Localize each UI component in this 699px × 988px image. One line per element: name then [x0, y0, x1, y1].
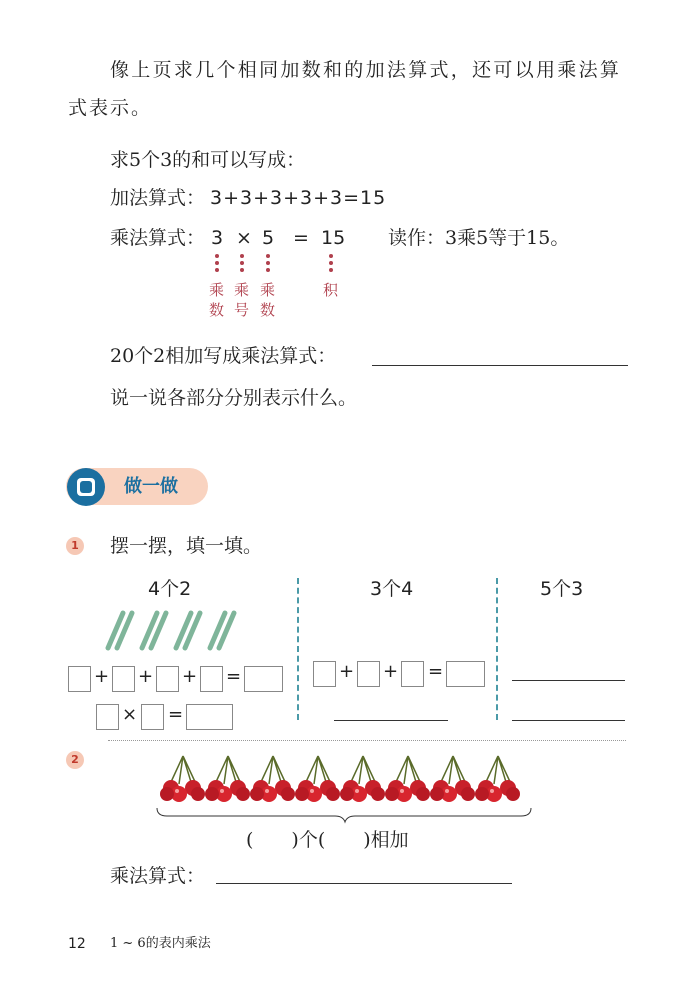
- exercise-number: 1: [66, 537, 84, 555]
- answer-box[interactable]: [401, 661, 424, 687]
- column-label: 3个4: [370, 578, 414, 600]
- hand-icon: [66, 467, 106, 507]
- plus-sign: +: [339, 661, 355, 682]
- answer-box[interactable]: [357, 661, 380, 687]
- answer-box[interactable]: [186, 704, 233, 730]
- answer-line[interactable]: [334, 720, 448, 721]
- discuss-text: 说一说各部分分别表示什么。: [110, 387, 358, 409]
- answer-line[interactable]: [216, 883, 512, 884]
- answer-box[interactable]: [141, 704, 164, 730]
- answer-box[interactable]: [244, 666, 283, 692]
- cherry-cluster: [160, 756, 205, 802]
- answer-line[interactable]: [512, 680, 625, 681]
- answer-box[interactable]: [156, 666, 179, 692]
- part-label: 乘 号: [234, 281, 250, 319]
- plus-sign: +: [182, 666, 198, 687]
- cherry-cluster: [340, 756, 385, 802]
- dots-connector: [215, 254, 219, 275]
- blank-text: ( )个( )相加: [246, 829, 409, 851]
- brace: [157, 808, 531, 822]
- answer-box[interactable]: [313, 661, 336, 687]
- section-title: 做一做: [124, 476, 178, 497]
- plus-sign: +: [94, 666, 110, 687]
- times-sign: ×: [236, 227, 252, 249]
- cherry-cluster: [250, 756, 295, 802]
- column-label: 4个2: [148, 578, 192, 600]
- equals-sign: =: [226, 666, 242, 687]
- example-prompt: 求5个3的和可以写成：: [110, 149, 306, 171]
- intro-line-1: 像上页求几个相同加数和的加法算式，还可以用乘法算: [110, 59, 622, 81]
- intro-line-2: 式表示。: [68, 97, 153, 119]
- multiplicand: 3: [211, 227, 224, 249]
- plus-sign: +: [138, 666, 154, 687]
- chapter-title: 1 ~ 6的表内乘法: [110, 936, 211, 951]
- plus-sign: +: [383, 661, 399, 682]
- column-divider: [496, 578, 498, 720]
- times-sign: ×: [122, 704, 138, 725]
- cherry-cluster: [385, 756, 430, 802]
- cherry-cluster: [430, 756, 475, 802]
- cherry-cluster: [475, 756, 520, 802]
- separator: [108, 740, 626, 741]
- multiplication-label: 乘法算式：: [110, 865, 206, 887]
- answer-box[interactable]: [112, 666, 135, 692]
- page-number: 12: [68, 936, 86, 952]
- answer-box[interactable]: [96, 704, 119, 730]
- part-label: 乘 数: [260, 281, 276, 319]
- answer-box[interactable]: [200, 666, 223, 692]
- addition-expression: 3+3+3+3+3=15: [210, 187, 387, 209]
- dots-connector: [329, 254, 333, 275]
- part-label: 积: [323, 281, 339, 299]
- read-as: 读作：3乘5等于15。: [388, 227, 570, 249]
- equals-sign: =: [293, 227, 309, 249]
- multiplier: 5: [262, 227, 275, 249]
- equals-sign: =: [428, 661, 444, 682]
- exercise-number: 2: [66, 751, 84, 769]
- cherries-illustration: [155, 752, 535, 824]
- answer-box[interactable]: [446, 661, 485, 687]
- addition-label: 加法算式：: [110, 187, 206, 209]
- answer-line[interactable]: [372, 365, 628, 366]
- multiplication-label: 乘法算式：: [110, 227, 206, 249]
- cherry-cluster: [295, 756, 340, 802]
- column-divider: [297, 578, 299, 720]
- dots-connector: [240, 254, 244, 275]
- equals-sign: =: [168, 704, 184, 725]
- answer-box[interactable]: [68, 666, 91, 692]
- answer-line[interactable]: [512, 720, 625, 721]
- exercise-title: 摆一摆，填一填。: [110, 535, 263, 557]
- sticks-icon: [104, 610, 249, 652]
- part-label: 乘 数: [209, 281, 225, 319]
- column-label: 5个3: [540, 578, 584, 600]
- dots-connector: [266, 254, 270, 275]
- question-text: 20个2相加写成乘法算式：: [110, 345, 337, 367]
- product: 15: [321, 227, 346, 249]
- cherry-cluster: [205, 756, 250, 802]
